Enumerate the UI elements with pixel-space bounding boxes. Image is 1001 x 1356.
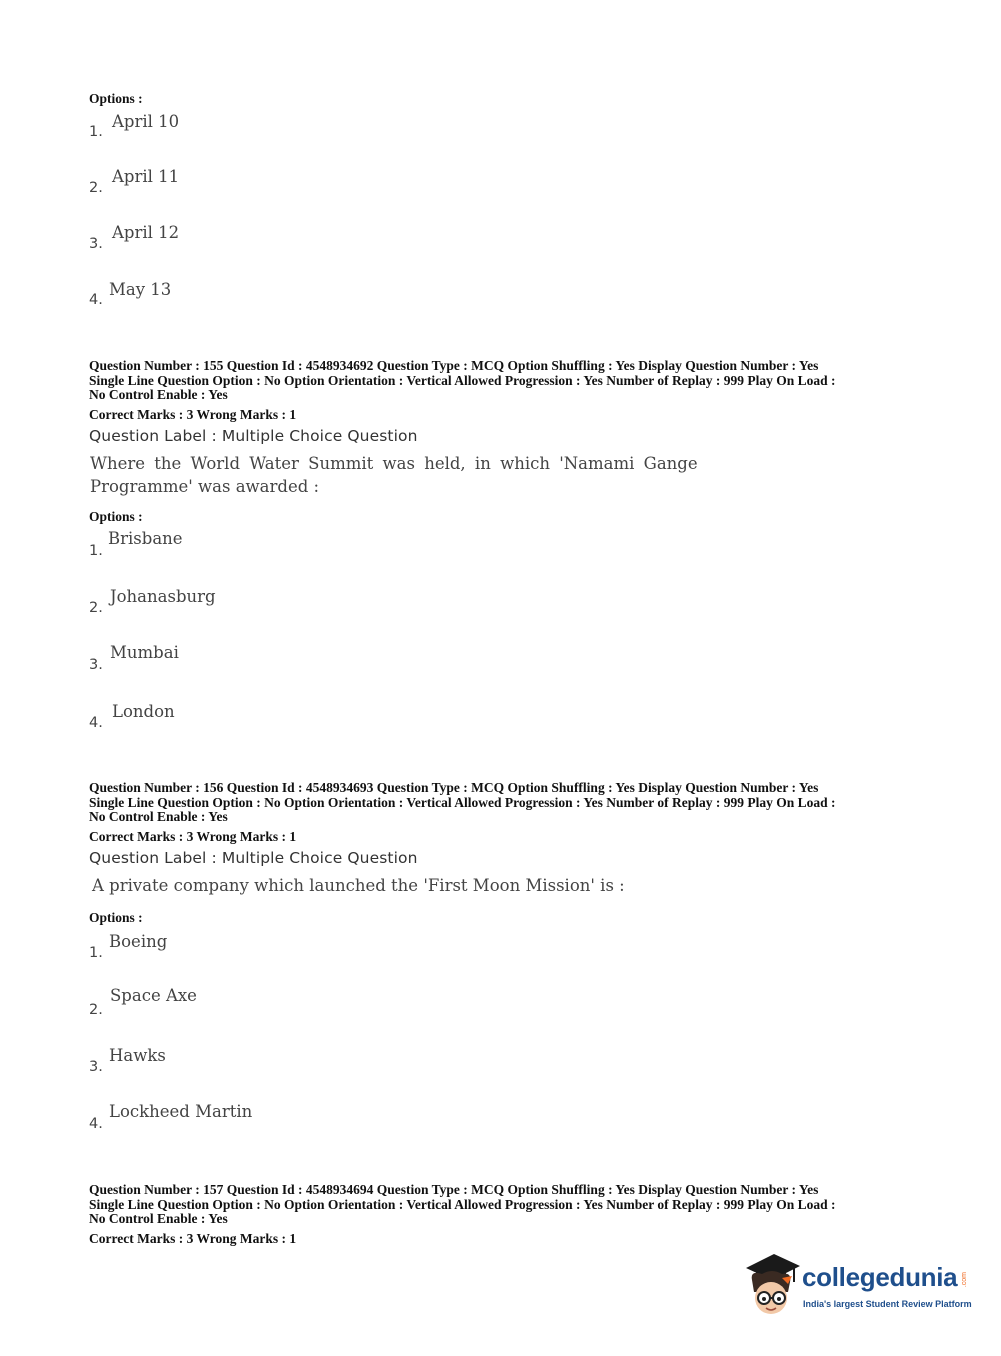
logo-domain-suffix: .com (961, 1272, 968, 1288)
option-text[interactable]: Space Axe (110, 986, 197, 1005)
option-text[interactable]: Boeing (109, 932, 168, 951)
option-text[interactable]: Johanasburg (110, 587, 216, 606)
option-number: 1. (89, 124, 103, 140)
question-label: Question Label : Multiple Choice Question (89, 849, 418, 867)
question-marks: Correct Marks : 3 Wrong Marks : 1 (89, 829, 297, 844)
collegedunia-logo (742, 1248, 972, 1320)
option-number: 3. (89, 657, 103, 673)
option-number: 2. (89, 1002, 103, 1018)
options-heading: Options : (89, 910, 143, 925)
question-marks: Correct Marks : 3 Wrong Marks : 1 (89, 1231, 297, 1246)
options-heading: Options : (89, 91, 143, 106)
logo-tagline: India's largest Student Review Platform (803, 1299, 972, 1309)
option-number: 3. (89, 1059, 103, 1075)
logo-wordmark: collegedunia (802, 1262, 958, 1292)
option-text[interactable]: April 12 (112, 223, 180, 242)
option-number: 1. (89, 543, 103, 559)
option-number: 4. (89, 292, 103, 308)
option-number: 4. (89, 715, 103, 731)
question-marks: Correct Marks : 3 Wrong Marks : 1 (89, 407, 297, 422)
option-number: 2. (89, 600, 103, 616)
question-label: Question Label : Multiple Choice Question (89, 427, 418, 445)
option-text[interactable]: April 11 (112, 167, 180, 186)
option-text[interactable]: Lockheed Martin (109, 1102, 253, 1121)
option-text[interactable]: Mumbai (110, 643, 179, 662)
question-text: Where the World Water Summit was held, in which 'Namami Gange Programme' was awarded : (90, 454, 698, 496)
option-number: 3. (89, 236, 103, 252)
question-meta: Question Number : 155 Question Id : 4548934692 Question Type : MCQ Option Shuffling : Yes Display Question Number : Yes Single Line Question Option : No Option Orientation : Vertical Allowed Progression : Yes Number of Replay : 999 Play On Load : No Control Enable : Yes (89, 358, 836, 402)
option-number: 2. (89, 180, 103, 196)
option-text[interactable]: Hawks (109, 1046, 166, 1065)
mascot-icon (742, 1248, 802, 1320)
question-meta: Question Number : 156 Question Id : 4548934693 Question Type : MCQ Option Shuffling : Yes Display Question Number : Yes Single Line Question Option : No Option Orientation : Vertical Allowed Progression : Yes Number of Replay : 999 Play On Load : No Control Enable : Yes (89, 780, 836, 824)
question-meta: Question Number : 157 Question Id : 4548934694 Question Type : MCQ Option Shuffling : Yes Display Question Number : Yes Single Line Question Option : No Option Orientation : Vertical Allowed Progression : Yes Number of Replay : 999 Play On Load : No Control Enable : Yes (89, 1182, 836, 1226)
option-text[interactable]: April 10 (112, 112, 180, 131)
option-text[interactable]: London (112, 702, 175, 721)
option-number: 4. (89, 1116, 103, 1132)
option-text[interactable]: Brisbane (108, 529, 183, 548)
options-heading: Options : (89, 509, 143, 524)
option-text[interactable]: May 13 (109, 280, 172, 299)
question-text: A private company which launched the 'First Moon Mission' is : (92, 876, 625, 895)
option-number: 1. (89, 945, 103, 961)
